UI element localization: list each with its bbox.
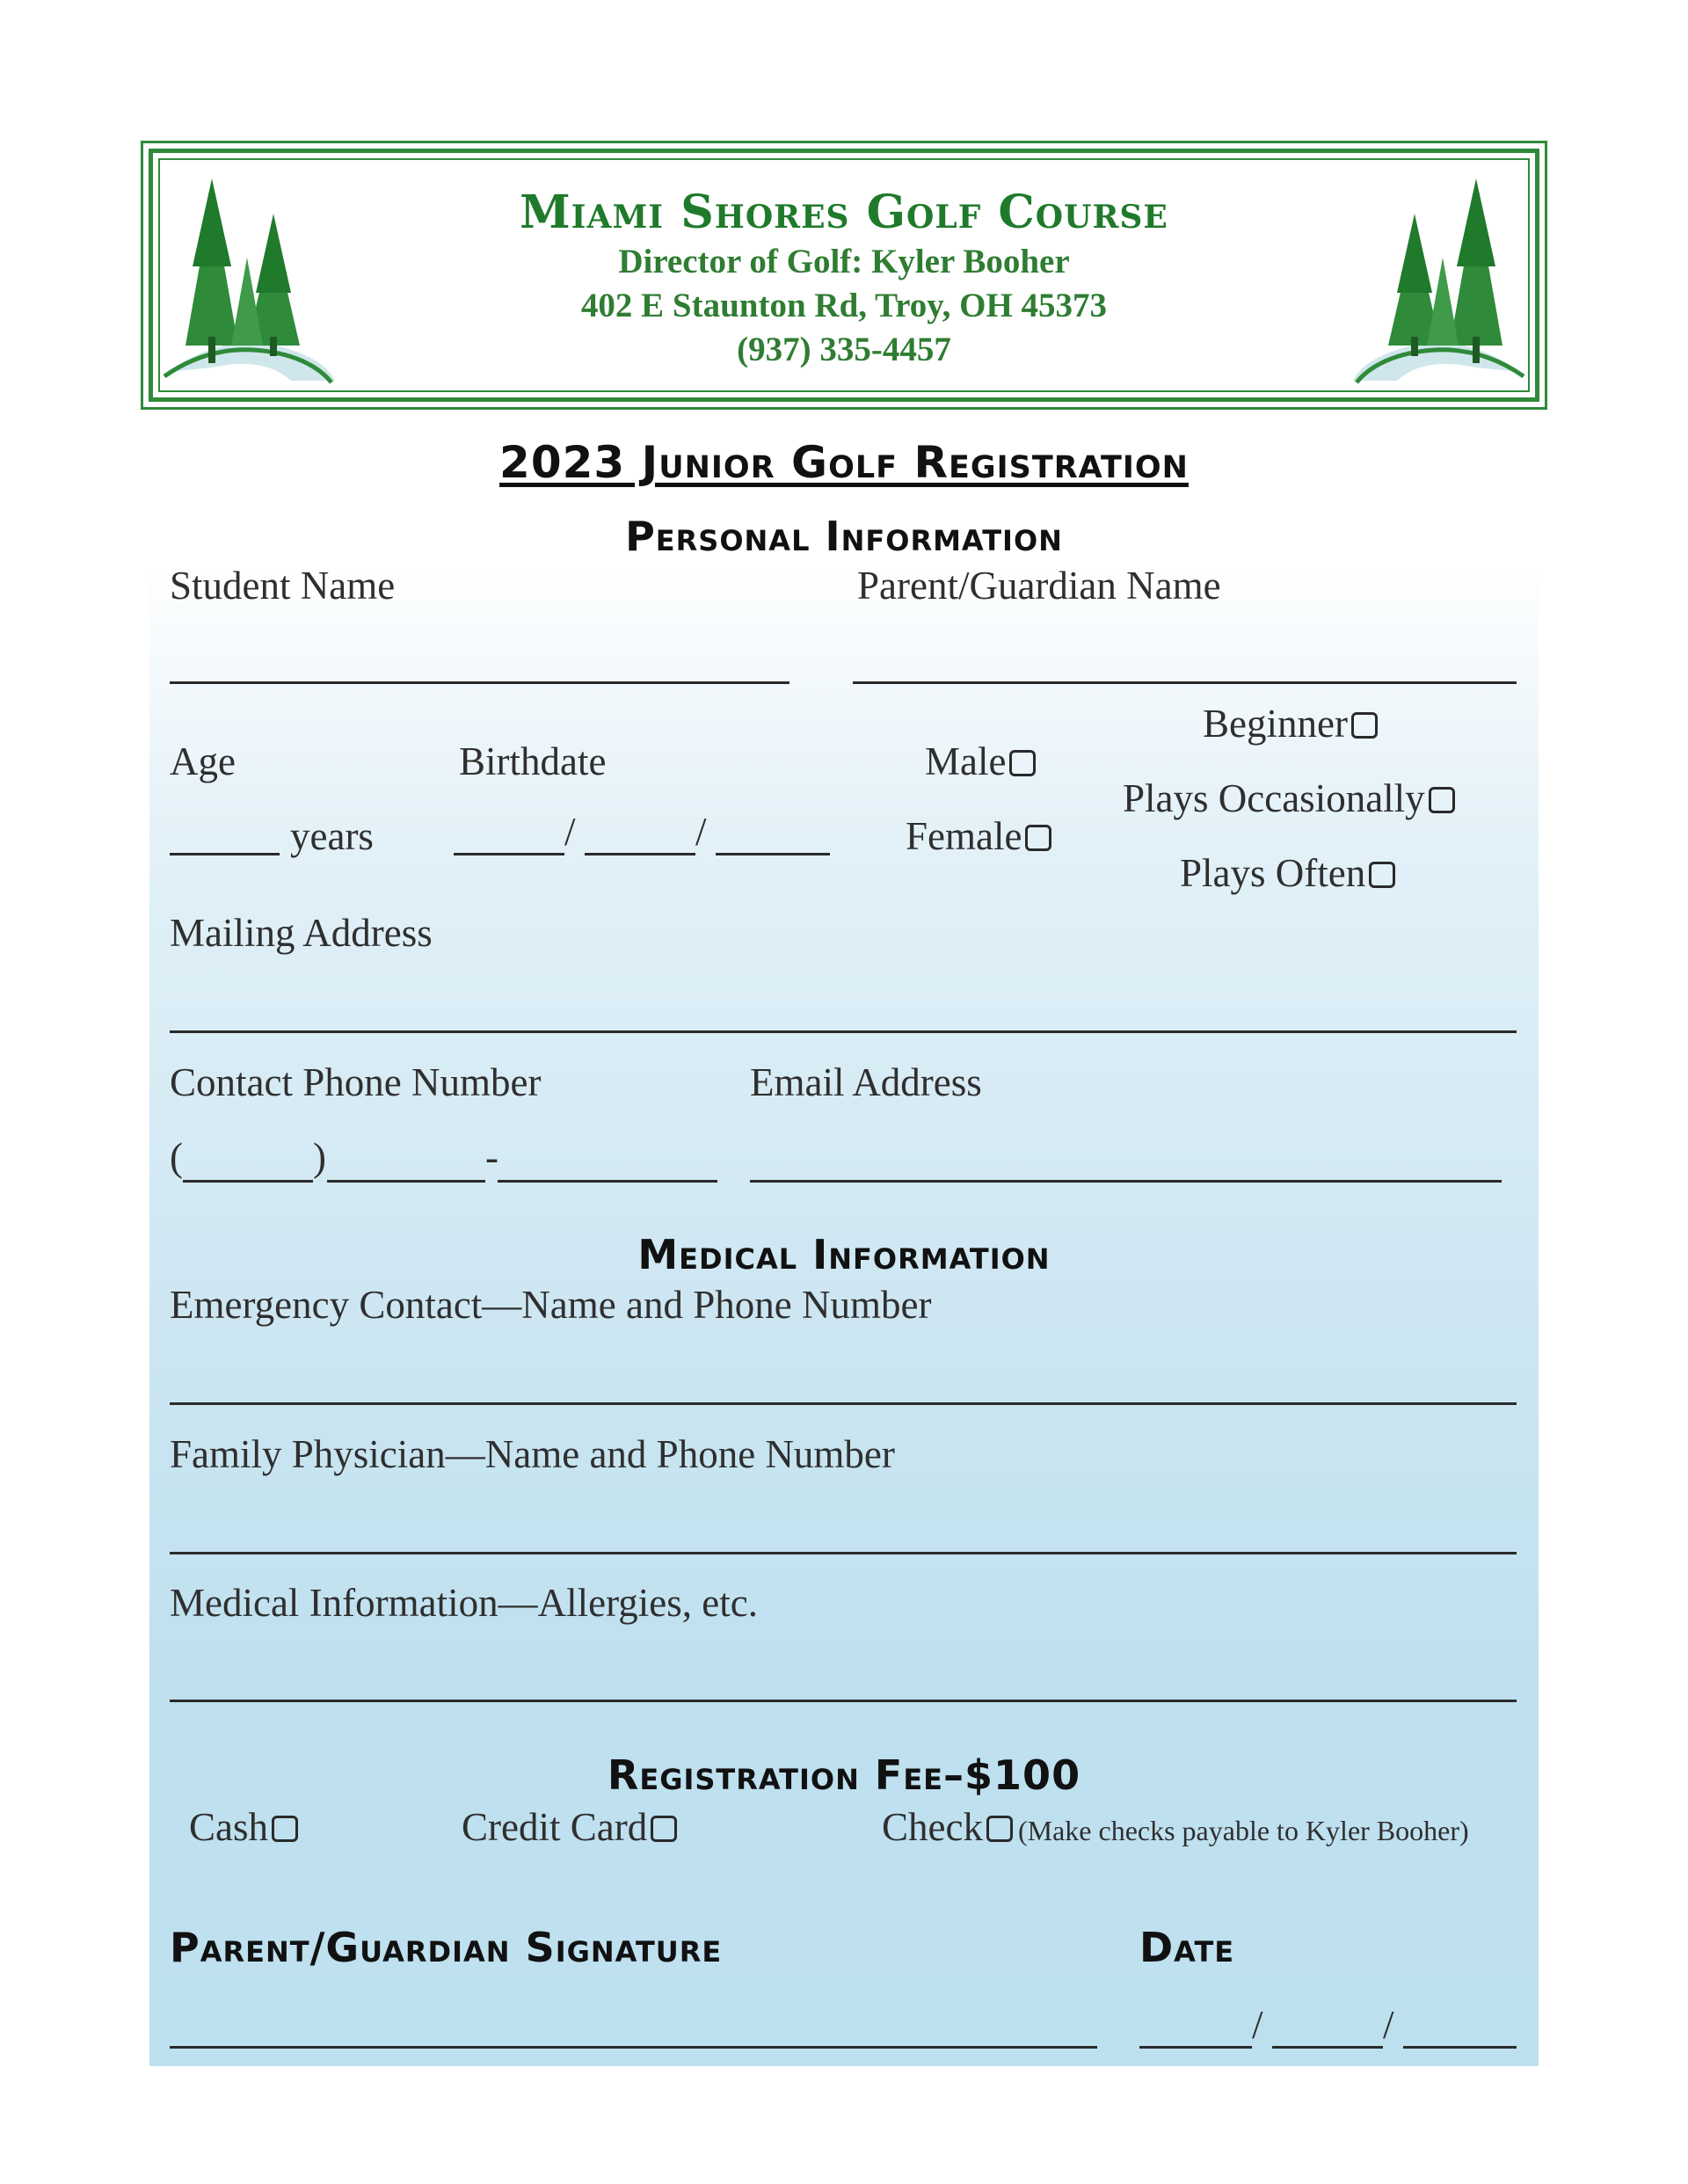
skill-option-beginner <box>1203 701 1378 746</box>
date-separator: / <box>1383 2003 1394 2047</box>
check-payable-note: (Make checks payable to Kyler Booher) <box>1017 1815 1469 1846</box>
medical-details-field[interactable] <box>170 1700 1517 1702</box>
female-label: Female <box>906 814 1022 858</box>
date-label: Date <box>1139 1924 1235 1971</box>
signature-label: Parent/Guardian Signature <box>170 1924 723 1971</box>
gender-option-female <box>906 813 1051 859</box>
age-field[interactable] <box>170 853 280 855</box>
phone-paren-open: ( <box>170 1135 183 1179</box>
male-checkbox[interactable] <box>1009 750 1036 776</box>
credit-card-checkbox[interactable] <box>651 1816 677 1842</box>
personal-info-heading: Personal Information <box>625 513 1063 560</box>
male-label: Male <box>925 739 1007 783</box>
birthdate-label: Birthdate <box>459 739 607 783</box>
email-label: Email Address <box>750 1060 982 1104</box>
beginner-checkbox[interactable] <box>1351 712 1378 739</box>
student-name-label: Student Name <box>170 564 396 608</box>
director-of-golf: Director of Golf: Kyler Booher <box>618 243 1070 280</box>
date-separator: / <box>1252 2003 1263 2047</box>
credit-card-label: Credit Card <box>462 1805 648 1849</box>
payment-option-cash <box>189 1804 298 1850</box>
payment-option-check <box>882 1804 1469 1850</box>
sign-day-field[interactable] <box>1272 2046 1383 2049</box>
payment-option-credit-card <box>462 1804 677 1850</box>
check-checkbox[interactable] <box>986 1816 1013 1842</box>
pine-trees-logo-left <box>159 161 344 388</box>
plays-occasionally-checkbox[interactable] <box>1429 787 1455 813</box>
birth-year-field[interactable] <box>716 853 830 855</box>
plays-often-checkbox[interactable] <box>1369 862 1395 888</box>
cash-label: Cash <box>189 1805 268 1849</box>
beginner-label: Beginner <box>1203 702 1348 746</box>
pine-trees-logo-right <box>1344 161 1529 388</box>
age-label: Age <box>170 739 236 783</box>
emergency-contact-label: Emergency Contact—Name and Phone Number <box>170 1283 932 1327</box>
sign-year-field[interactable] <box>1403 2046 1517 2049</box>
phone-line-field[interactable] <box>498 1180 717 1183</box>
phone-area-code-field[interactable] <box>183 1180 313 1183</box>
birth-day-field[interactable] <box>585 853 695 855</box>
check-label: Check <box>882 1805 983 1849</box>
family-physician-field[interactable] <box>170 1552 1517 1554</box>
parent-name-field[interactable] <box>853 681 1517 684</box>
form-title: 2023 Junior Golf Registration <box>499 437 1189 488</box>
birth-month-field[interactable] <box>454 853 564 855</box>
skill-option-often <box>1180 850 1395 896</box>
student-name-field[interactable] <box>170 681 789 684</box>
sign-month-field[interactable] <box>1139 2046 1252 2049</box>
parent-name-label: Parent/Guardian Name <box>857 564 1221 608</box>
cash-checkbox[interactable] <box>272 1816 298 1842</box>
date-separator: / <box>564 810 576 854</box>
years-label: years <box>290 814 374 858</box>
email-field[interactable] <box>750 1180 1502 1183</box>
plays-occasionally-label: Plays Occasionally <box>1123 776 1425 820</box>
signature-field[interactable] <box>170 2046 1097 2049</box>
phone-dash: - <box>485 1135 498 1179</box>
family-physician-label: Family Physician—Name and Phone Number <box>170 1432 895 1476</box>
plays-often-label: Plays Often <box>1180 851 1366 895</box>
mailing-address-field[interactable] <box>170 1030 1517 1033</box>
phone-paren-close: ) <box>313 1135 326 1179</box>
date-separator: / <box>695 810 707 854</box>
female-checkbox[interactable] <box>1025 825 1051 851</box>
header-banner <box>141 141 1547 410</box>
contact-phone-label: Contact Phone Number <box>170 1060 542 1104</box>
emergency-contact-field[interactable] <box>170 1402 1517 1405</box>
mailing-address-label: Mailing Address <box>170 911 433 955</box>
phone-prefix-field[interactable] <box>327 1180 485 1183</box>
registration-fee-heading: Registration Fee–$100 <box>607 1751 1081 1799</box>
skill-option-occasionally <box>1123 775 1455 821</box>
course-name: Miami Shores Golf Course <box>520 186 1168 239</box>
medical-info-heading: Medical Information <box>637 1231 1051 1278</box>
gender-option-male <box>925 739 1036 784</box>
medical-details-label: Medical Information—Allergies, etc. <box>170 1581 758 1625</box>
course-address: 402 E Staunton Rd, Troy, OH 45373 <box>580 287 1108 324</box>
course-phone: (937) 335-4457 <box>737 331 951 368</box>
